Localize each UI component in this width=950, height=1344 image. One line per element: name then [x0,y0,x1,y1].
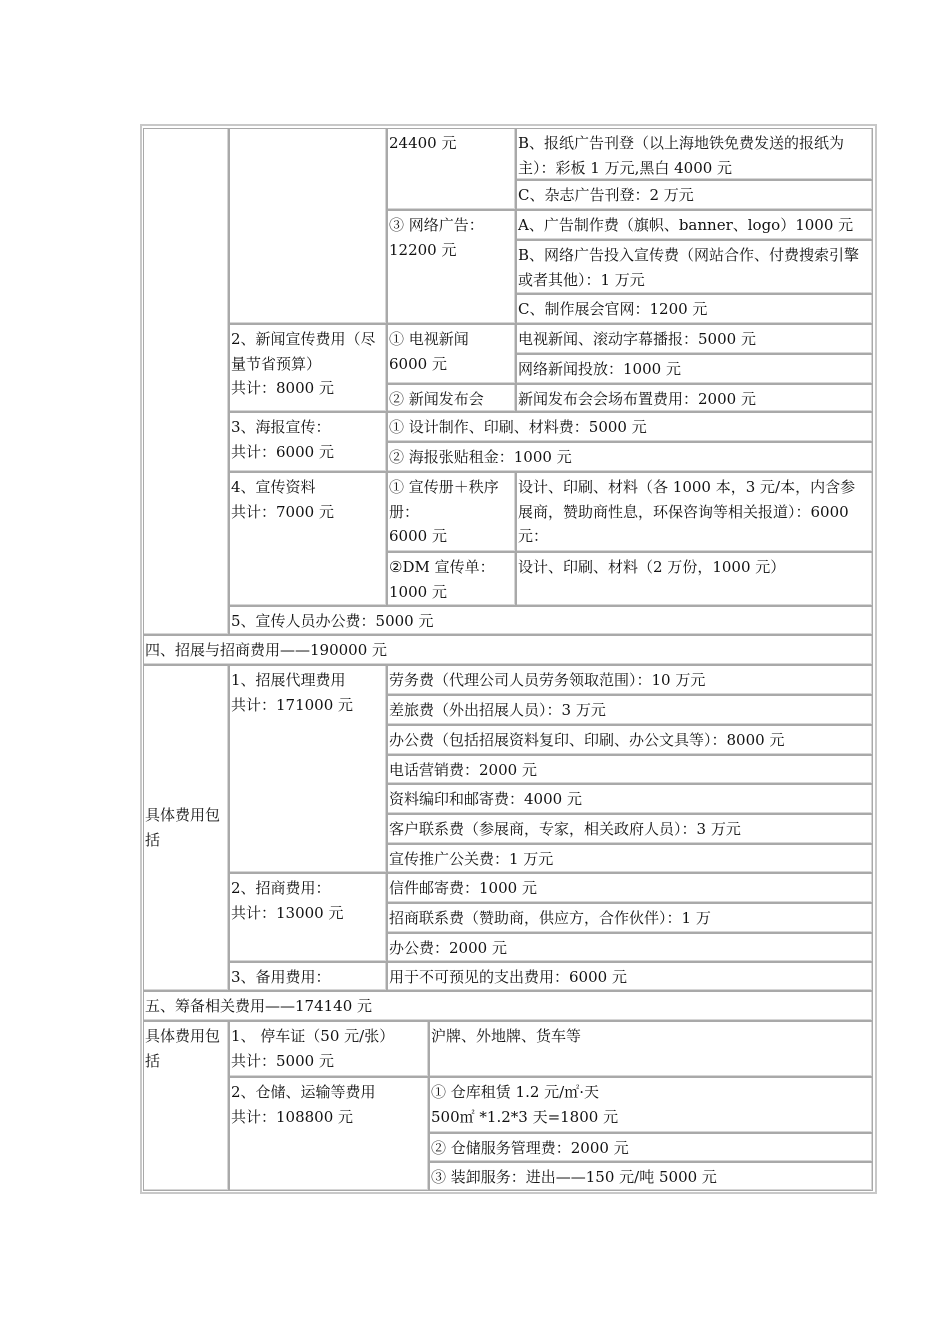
table-cell [429,1162,873,1191]
table-cell [516,240,873,294]
cell-text: 500㎡ *1.2*3 天=1800 元 [431,1107,619,1126]
table-cell [387,844,873,873]
table-cell [387,755,873,784]
cell-text: 共计：6000 元 [231,442,334,461]
cell-text: 12200 元 [389,240,457,259]
cell-text: 6000 元 [389,354,447,373]
table-cell [429,1077,873,1133]
cell-text: ① 仓库租赁 1.2 元/㎡·天 [431,1083,599,1101]
cell-text: 共计：5000 元 [231,1051,334,1070]
cell-text: 2、新闻宣传费用（尽量节省预算） [231,330,376,373]
cell-text: 客户联系费（参展商，专家，相关政府人员）：3 万元 [389,820,741,838]
cell-text: C、杂志广告刊登：2 万元 [518,186,694,204]
cell-text: 电视新闻、滚动字幕播报：5000 元 [518,330,756,348]
cell-text: 1、招展代理费用 [231,671,346,689]
cell-text: 1、 停车证（50 元/张） [231,1027,395,1045]
cell-text: 5、宣传人员办公费：5000 元 [231,612,434,630]
cell-text: 五、筹备相关费用——174140 元 [145,997,373,1015]
table-cell [387,665,873,695]
table-cell-empty [229,128,387,324]
table-cell [387,933,873,962]
cell-text: ① 宣传册＋秩序册： [389,478,499,521]
table-cell [229,665,387,873]
cell-text: 新闻发布会会场布置费用：2000 元 [518,390,756,408]
table-cell [387,873,873,903]
table-cell [516,294,873,324]
cell-text: ① 电视新闻 [389,330,469,348]
cell-text: 用于不可预见的支出费用：6000 元 [389,968,627,986]
cell-text: 沪牌、外地牌、货车等 [431,1027,582,1045]
cell-text: ② 仓储服务管理费：2000 元 [431,1139,629,1157]
cell-text: 2、招商费用： [231,879,331,897]
table-cell [387,384,516,412]
table-cell [516,384,873,412]
table-cell [387,472,516,552]
table-cell [429,1133,873,1162]
cell-text: 网络新闻投放：1000 元 [518,360,681,378]
table-cell [387,324,516,384]
table-cell [387,962,873,991]
cell-text: 资料编印和邮寄费：4000 元 [389,790,582,808]
cell-text: 具体费用包括 [145,1027,221,1070]
table-cell [387,442,873,472]
cell-text: 共计：7000 元 [231,502,334,521]
table-cell [387,903,873,933]
cell-text: 信件邮寄费：1000 元 [389,879,537,897]
cell-text: 6000 元 [389,527,447,545]
cell-text: 3、备用费用： [231,968,331,986]
cell-text: 具体费用包括 [145,806,221,849]
cell-text: C、制作展会官网：1200 元 [518,300,708,318]
cell-text: A、广告制作费（旗帜、banner、logo）1000 元 [518,216,854,234]
cell-text: 四、招展与招商费用——190000 元 [145,641,388,659]
table-cell [516,128,873,180]
table-cell [516,180,873,210]
table-cell [387,210,516,324]
cell-text: 宣传推广公关费：1 万元 [389,850,554,868]
cell-text: 1000 元 [389,582,447,601]
cell-text: ② 海报张贴租金：1000 元 [389,448,572,466]
cell-text: B、网络广告投入宣传费（网站合作、付费搜索引擎或者其他）：1 万元 [518,246,860,289]
table-cell [429,1021,873,1077]
cell-text: 差旅费（外出招展人员）：3 万元 [389,701,606,719]
cell-text: ② 新闻发布会 [389,390,484,408]
table-cell [143,1021,229,1191]
cell-text: 招商联系费（赞助商，供应方，合作伙伴）：1 万 [389,909,711,927]
cell-text: ① 设计制作、印刷、材料费：5000 元 [389,418,647,436]
cell-text: 共计：171000 元 [231,695,354,714]
table-cell [387,552,516,606]
table-cell [143,665,229,991]
section-title [143,991,873,1021]
table-cell [229,1021,429,1077]
table-cell [516,354,873,384]
cell-text: 办公费（包括招展资料复印、印刷、办公文具等）：8000 元 [389,731,785,749]
table-cell [229,412,387,472]
cell-text: 共计：13000 元 [231,903,344,922]
cell-text: ③ 装卸服务：进出——150 元/吨 5000 元 [431,1168,717,1186]
cell-text: 电话营销费：2000 元 [389,761,537,779]
table-cell-empty [143,128,229,635]
table-cell [387,814,873,844]
table-cell [229,962,387,991]
cell-text: 办公费：2000 元 [389,939,507,957]
table-cell [516,552,873,606]
section-title [143,635,873,665]
table-cell [387,695,873,725]
table-cell [516,472,873,552]
table-cell [229,1077,429,1191]
cell-text: ②DM 宣传单： [389,558,495,576]
table-cell [387,128,516,210]
table-cell [516,324,873,354]
cell-text: 共计：108800 元 [231,1107,354,1126]
cell-text: 设计、印刷、材料（各 1000 本，3 元/本，内含参展商，赞助商性息，环保咨询等相关报道）：6000 元： [518,478,856,545]
table-cell [516,210,873,240]
table-cell [387,412,873,442]
table-cell [229,873,387,962]
cell-text: 24400 元 [389,134,457,152]
table-cell [229,606,873,635]
table-cell [229,324,387,412]
table-cell [387,784,873,814]
cell-text: 2、仓储、运输等费用 [231,1083,376,1101]
cell-text: 4、宣传资料 [231,478,316,496]
table-cell [387,725,873,755]
table-cell [229,472,387,606]
cell-text: ③ 网络广告： [389,216,484,234]
cell-text: B、报纸广告刊登（以上海地铁免费发送的报纸为主）：彩板 1 万元,黑白 4000 元 [518,134,845,177]
cell-text: 共计：8000 元 [231,379,334,397]
cell-text: 3、海报宣传： [231,418,331,436]
cell-text: 设计、印刷、材料（2 万份，1000 元） [518,558,786,576]
cell-text: 劳务费（代理公司人员劳务领取范围）：10 万元 [389,671,706,689]
